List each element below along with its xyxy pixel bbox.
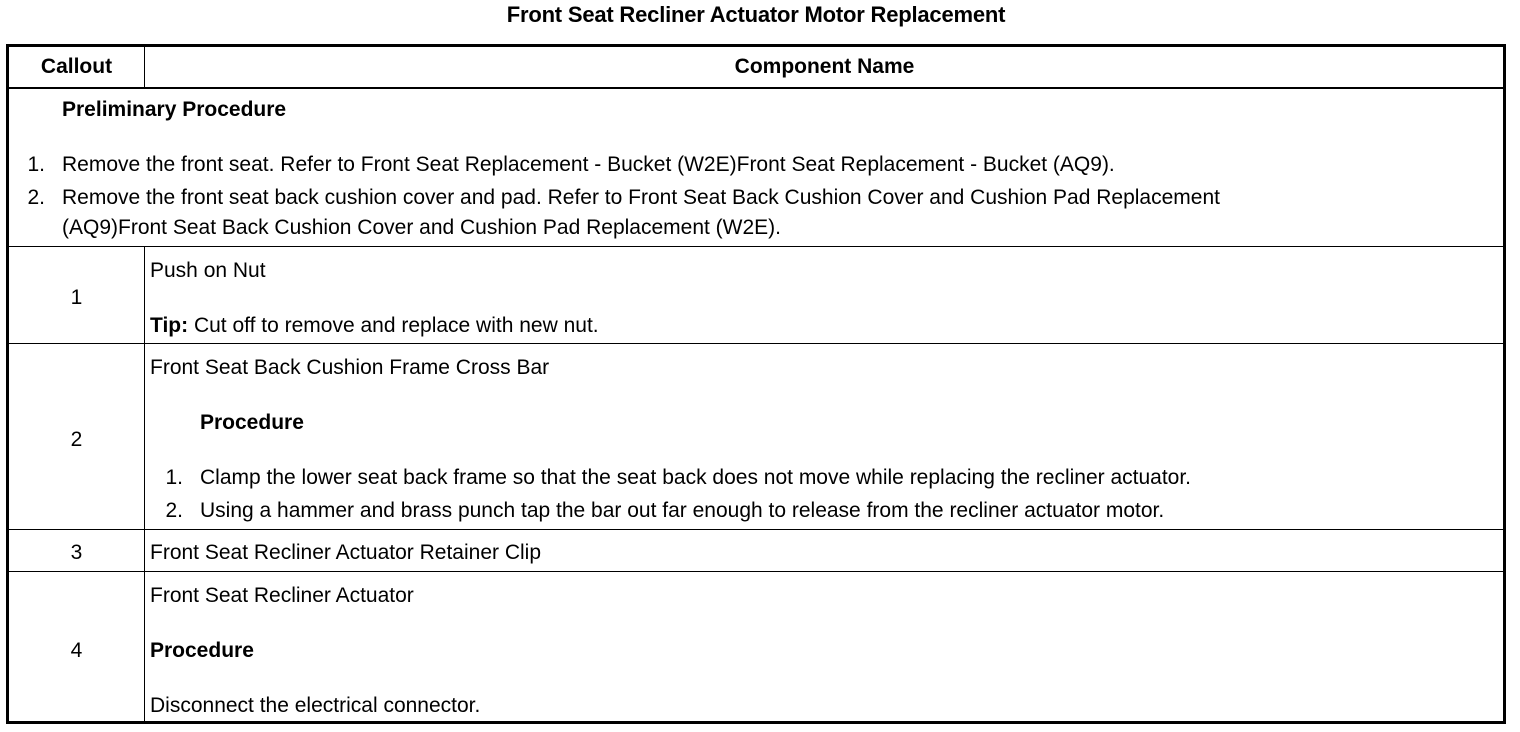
prelim-step-text: (AQ9)Front Seat Back Cushion Cover and Cushion Pad Replacement (W2E). <box>62 216 781 239</box>
procedure-step-text: Clamp the lower seat back frame so that the seat back does not move while replacing the recliner actuator. <box>200 466 1192 489</box>
row-component-name: Front Seat Recliner Actuator Retainer Clip <box>150 541 542 564</box>
procedure-step-number: 1. <box>165 466 183 489</box>
header-component-name: Component Name <box>734 55 915 78</box>
row-component-name: Front Seat Back Cushion Frame Cross Bar <box>150 356 550 379</box>
row-divider <box>9 343 1503 344</box>
column-divider <box>144 47 145 88</box>
procedure-step-text: Using a hammer and brass punch tap the bar out far enough to release from the recliner actuator motor. <box>200 499 1165 522</box>
procedure-step-number: 2. <box>165 499 183 522</box>
row-callout: 1 <box>70 286 83 309</box>
row-callout: 4 <box>70 639 83 662</box>
row-divider <box>9 246 1503 247</box>
row-component-name: Front Seat Recliner Actuator <box>150 584 414 607</box>
preliminary-heading: Preliminary Procedure <box>62 98 287 121</box>
procedure-heading: Procedure <box>200 411 304 434</box>
component-table <box>6 44 1506 724</box>
procedure-heading: Procedure <box>150 639 254 662</box>
prelim-step-number: 2. <box>27 186 45 209</box>
row-component-name: Push on Nut <box>150 259 266 282</box>
row-divider <box>9 571 1503 572</box>
tip-text: Cut off to remove and replace with new nut. <box>188 314 599 337</box>
header-divider <box>9 87 1503 89</box>
row-divider <box>9 529 1503 530</box>
row-callout: 3 <box>70 541 83 564</box>
page-title: Front Seat Recliner Actuator Motor Replacement <box>506 2 1006 27</box>
header-callout: Callout <box>40 55 113 78</box>
prelim-step-text: Remove the front seat back cushion cover and pad. Refer to Front Seat Back Cushion Cover and Cushion Pad Replacement <box>62 186 1220 209</box>
row-callout: 2 <box>70 428 83 451</box>
procedure-text: Disconnect the electrical connector. <box>150 694 481 717</box>
prelim-step-number: 1. <box>27 153 45 176</box>
prelim-step-text: Remove the front seat. Refer to Front Seat Replacement - Bucket (W2E)Front Seat Replacement - Bucket (AQ9). <box>62 153 1115 176</box>
tip-label: Tip: <box>150 314 189 337</box>
tip-line <box>150 313 599 339</box>
column-divider <box>144 246 145 724</box>
